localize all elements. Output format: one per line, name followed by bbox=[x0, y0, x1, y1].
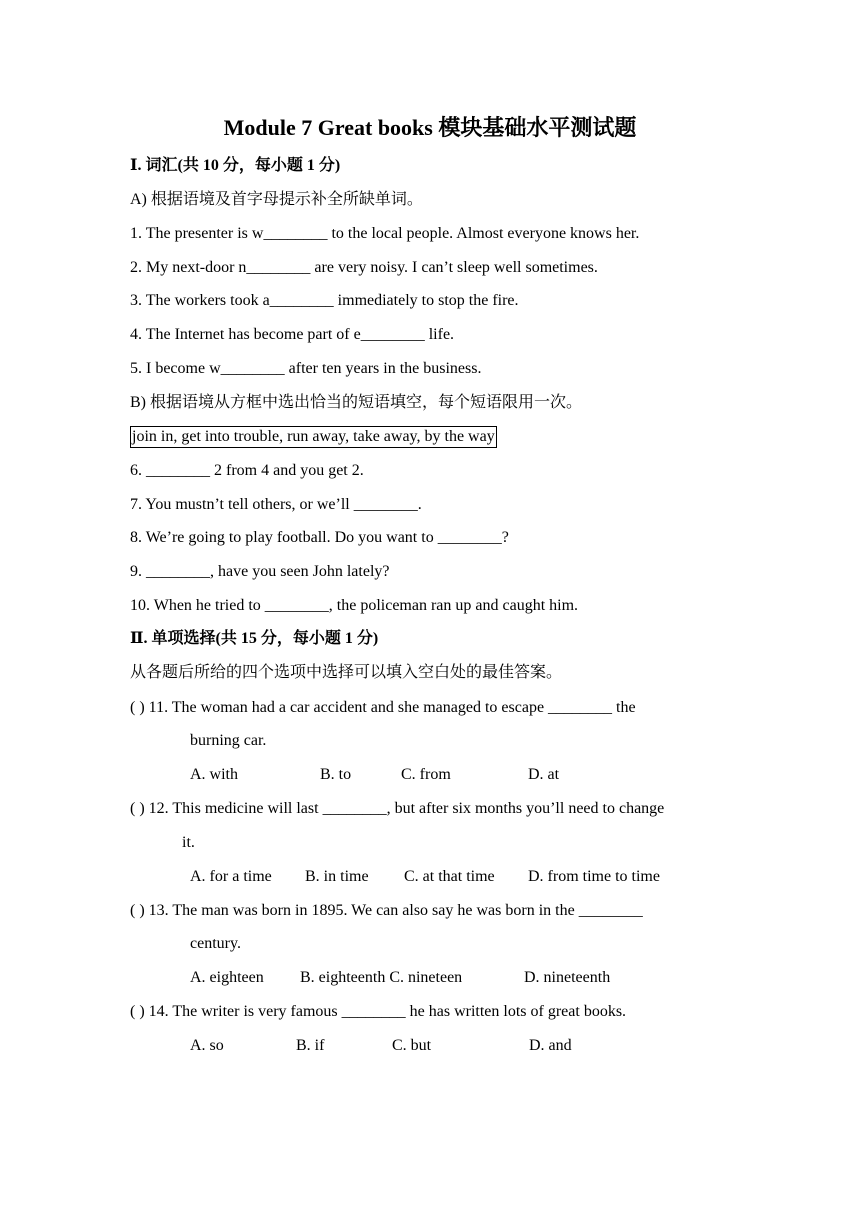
question-12-option-c: C. at that time bbox=[404, 868, 495, 885]
question-11-option-b: B. to bbox=[320, 766, 352, 783]
question-12-stem-cont: it. bbox=[182, 834, 195, 851]
phrase-item-6: 6. ________ 2 from 4 and you get 2. bbox=[130, 462, 364, 479]
question-12-option-b: B. in time bbox=[305, 868, 369, 885]
question-14-option-c: C. but bbox=[392, 1037, 432, 1054]
question-14-option-d: D. and bbox=[529, 1037, 572, 1054]
phrase-item-10: 10. When he tried to ________, the policeman ran up and caught him. bbox=[130, 597, 579, 614]
question-12-option-a: A. for a time bbox=[190, 868, 272, 885]
phrase-item-8: 8. We’re going to play football. Do you want to ________? bbox=[130, 529, 509, 546]
question-12-option-d: D. from time to time bbox=[528, 868, 660, 885]
question-13-stem: ( ) 13. The man was born in 1895. We can also say he was born in the ________ bbox=[130, 902, 643, 919]
question-13-option-a: A. eighteen bbox=[190, 969, 264, 986]
question-14-option-b: B. if bbox=[296, 1037, 325, 1054]
section2-instruction: 从各题后所给的四个选项中选择可以填入空白处的最佳答案。 bbox=[130, 664, 563, 681]
vocab-item-3: 3. The workers took a________ immediately to stop the fire. bbox=[130, 292, 519, 309]
page-title: Module 7 Great books 模块基础水平测试题 bbox=[223, 115, 637, 140]
vocab-item-1: 1. The presenter is w________ to the local people. Almost everyone knows her. bbox=[130, 225, 640, 242]
vocab-item-5: 5. I become w________ after ten years in the business. bbox=[130, 360, 482, 377]
section1-heading: Ⅰ. 词汇(共 10 分，每小题 1 分) bbox=[130, 157, 341, 174]
section1-partA-instruction: A) 根据语境及首字母提示补全所缺单词。 bbox=[130, 191, 423, 208]
question-11-stem-cont: burning car. bbox=[190, 732, 267, 749]
question-13-option-b-c: B. eighteenth C. nineteen bbox=[300, 969, 463, 986]
vocab-item-2: 2. My next-door n________ are very noisy. I can’t sleep well sometimes. bbox=[130, 259, 598, 276]
question-14-stem: ( ) 14. The writer is very famous ________ he has written lots of great books. bbox=[130, 1003, 627, 1020]
vocab-item-4: 4. The Internet has become part of e________ life. bbox=[130, 326, 455, 343]
phrase-item-9: 9. ________, have you seen John lately? bbox=[130, 563, 390, 580]
question-11-option-a: A. with bbox=[190, 766, 238, 783]
question-13-option-d: D. nineteenth bbox=[524, 969, 611, 986]
phrase-box bbox=[130, 426, 497, 448]
question-11-option-d: D. at bbox=[528, 766, 560, 783]
question-14-option-a: A. so bbox=[190, 1037, 224, 1054]
section1-partB-instruction: B) 根据语境从方框中选出恰当的短语填空，每个短语限用一次。 bbox=[130, 394, 583, 411]
section2-heading: Ⅱ. 单项选择(共 15 分，每小题 1 分) bbox=[130, 630, 379, 647]
phrase-box-text: join in, get into trouble, run away, take away, by the way bbox=[130, 426, 497, 448]
question-11-option-c: C. from bbox=[401, 766, 451, 783]
phrase-item-7: 7. You mustn’t tell others, or we’ll ________. bbox=[130, 496, 422, 513]
question-12-stem: ( ) 12. This medicine will last ________, but after six months you’ll need to change bbox=[130, 800, 665, 817]
question-13-stem-cont: century. bbox=[190, 935, 241, 952]
question-11-stem: ( ) 11. The woman had a car accident and she managed to escape ________ the bbox=[130, 699, 636, 716]
